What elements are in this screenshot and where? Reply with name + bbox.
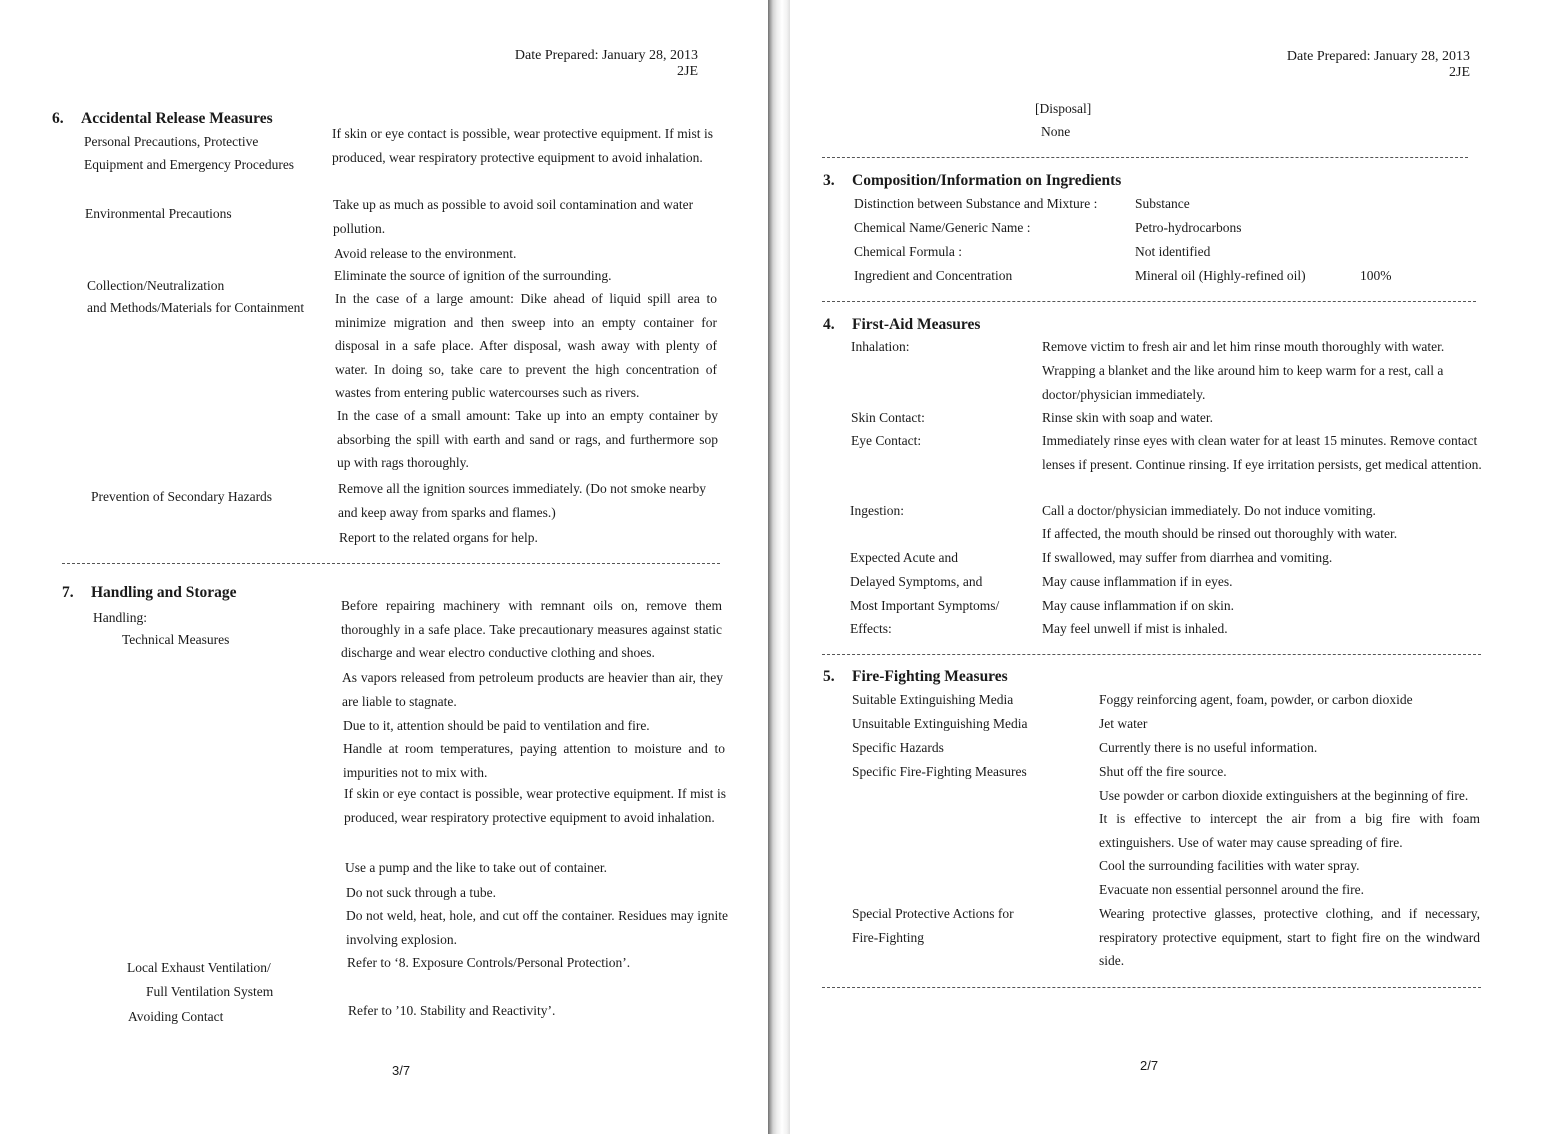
field-label: Chemical Name/Generic Name : xyxy=(854,220,1031,235)
field-text: Jet water xyxy=(1099,716,1148,731)
field-text: Wrapping a blanket and the like around him to keep warm for a rest, call a doctor/physician immediately. xyxy=(1042,363,1444,402)
concentration-value: 100% xyxy=(1360,268,1392,283)
date-prepared: Date Prepared: January 28, 2013 xyxy=(514,48,698,63)
section-title: Fire-Fighting Measures xyxy=(852,668,1008,685)
field-label: Suitable Extinguishing Media xyxy=(852,692,1014,707)
field-text: Cool the surrounding facilities with water spray. xyxy=(1099,858,1360,873)
field-text: Before repairing machinery with remnant oils on, remove them thoroughly in a safe place. Take precautionary measures against static discharge and wear electro conductive clothing and shoes. xyxy=(341,598,722,660)
section-heading xyxy=(62,584,237,602)
page-number: 2/7 xyxy=(1140,1058,1159,1073)
field-text: Currently there is no useful information. xyxy=(1099,740,1318,755)
section-title: Composition/Information on Ingredients xyxy=(852,172,1122,189)
disposal-value: None xyxy=(1041,124,1071,139)
field-text: Handle at room temperatures, paying attention to moisture and to impurities not to mix with. xyxy=(343,741,725,780)
field-text: May cause inflammation if in eyes. xyxy=(1042,574,1233,589)
field-text: Take up as much as possible to avoid soil contamination and water pollution. xyxy=(333,197,694,236)
field-label: Personal Precautions, Protective xyxy=(84,134,259,149)
page-right xyxy=(790,0,1548,1134)
field-text: Due to it, attention should be paid to ventilation and fire. xyxy=(343,718,650,733)
field-text: If skin or eye contact is possible, wear protective equipment. If mist is produced, wear respiratory protective equipment to avoid inhalation. xyxy=(332,126,713,165)
field-text: Eliminate the source of ignition of the surrounding. xyxy=(334,268,612,283)
field-label: Ingredient and Concentration xyxy=(854,268,1013,283)
document-code: 2JE xyxy=(677,64,698,79)
field-text: Shut off the fire source. xyxy=(1099,764,1227,779)
field-text: Remove victim to fresh air and let him rinse mouth thoroughly with water. xyxy=(1042,339,1445,354)
field-text: Do not weld, heat, hole, and cut off the container. Residues may ignite involving explosion. xyxy=(346,908,728,947)
section-number: 3. xyxy=(823,172,835,189)
field-label: Distinction between Substance and Mixture : xyxy=(854,196,1098,211)
field-text: Avoid release to the environment. xyxy=(334,246,517,261)
field-text: As vapors released from petroleum products are heavier than air, they are liable to stagnate. xyxy=(342,670,723,709)
section-number: 5. xyxy=(823,668,835,685)
field-label: Eye Contact: xyxy=(851,433,922,448)
field-text: Report to the related organs for help. xyxy=(339,530,538,545)
page-left xyxy=(0,0,768,1134)
section-number: 4. xyxy=(823,316,835,333)
field-text: Evacuate non essential personnel around the fire. xyxy=(1099,882,1365,897)
field-label: Chemical Formula : xyxy=(854,244,962,259)
dashed-divider xyxy=(822,987,1481,988)
book-gutter xyxy=(768,0,790,1134)
section-heading xyxy=(823,316,980,334)
field-text: May cause inflammation if on skin. xyxy=(1042,598,1234,613)
dashed-divider xyxy=(62,563,720,564)
dashed-divider xyxy=(822,157,1468,158)
field-label: Fire-Fighting xyxy=(852,930,925,945)
field-text: Use powder or carbon dioxide extinguishers at the beginning of fire. xyxy=(1099,788,1469,803)
field-value: Substance xyxy=(1135,196,1190,211)
field-label: Special Protective Actions for xyxy=(852,906,1014,921)
field-value: Petro-hydrocarbons xyxy=(1135,220,1242,235)
field-text: Remove all the ignition sources immediately. (Do not smoke nearby and keep away from sparks and flames.) xyxy=(338,481,707,520)
section-title: Accidental Release Measures xyxy=(81,110,273,127)
section-heading xyxy=(52,110,273,128)
field-label: Local Exhaust Ventilation/ xyxy=(127,960,271,975)
field-text: In the case of a large amount: Dike ahead of liquid spill area to minimize migration and then sweep into an empty container for disposal in a safe place. After disposal, wash away with plenty of water. In doing so, take care to prevent the high concentration of wastes from entering public watercourses such as rivers. xyxy=(335,291,717,400)
page-number: 3/7 xyxy=(392,1063,411,1078)
field-label: Handling: xyxy=(93,610,147,625)
field-text: Foggy reinforcing agent, foam, powder, or carbon dioxide xyxy=(1099,692,1413,707)
field-text: May feel unwell if mist is inhaled. xyxy=(1042,621,1228,636)
field-label: Prevention of Secondary Hazards xyxy=(91,489,273,504)
field-text: Refer to ’10. Stability and Reactivity’. xyxy=(348,1003,556,1018)
field-label: Unsuitable Extinguishing Media xyxy=(852,716,1028,731)
field-label: Technical Measures xyxy=(122,632,230,647)
document-code: 2JE xyxy=(1449,65,1470,80)
field-label: Avoiding Contact xyxy=(128,1009,224,1024)
field-label: Most Important Symptoms/ xyxy=(850,598,1000,613)
field-value: Mineral oil (Highly-refined oil) xyxy=(1135,268,1306,283)
page-header xyxy=(515,48,698,80)
field-label: Delayed Symptoms, and xyxy=(850,574,983,589)
field-label: Expected Acute and xyxy=(850,550,958,565)
field-text: Rinse skin with soap and water. xyxy=(1042,410,1213,425)
disposal-label: [Disposal] xyxy=(1035,101,1092,116)
section-title: Handling and Storage xyxy=(91,584,237,601)
field-text: Use a pump and the like to take out of container. xyxy=(345,860,608,875)
field-label: Environmental Precautions xyxy=(85,206,232,221)
field-label: Collection/Neutralization xyxy=(87,278,225,293)
field-label: and Methods/Materials for Containment xyxy=(87,300,305,315)
section-heading xyxy=(823,668,1008,686)
field-label: Specific Fire-Fighting Measures xyxy=(852,764,1027,779)
field-text: In the case of a small amount: Take up into an empty container by absorbing the spill with earth and sand or rags, and furthermore sop up with rags thoroughly. xyxy=(337,408,718,470)
field-text: If skin or eye contact is possible, wear protective equipment. If mist is produced, wear respiratory protective equipment to avoid inhalation. xyxy=(344,786,726,825)
section-heading xyxy=(823,172,1121,190)
field-text: Immediately rinse eyes with clean water for at least 15 minutes. Remove contact lenses if present. Continue rinsing. If eye irritation persists, get medical attention. xyxy=(1042,433,1482,472)
field-text: If swallowed, may suffer from diarrhea and vomiting. xyxy=(1042,550,1333,565)
field-label: Inhalation: xyxy=(851,339,910,354)
field-label: Full Ventilation System xyxy=(146,984,274,999)
field-text: Refer to ‘8. Exposure Controls/Personal Protection’. xyxy=(347,955,631,970)
date-prepared: Date Prepared: January 28, 2013 xyxy=(1286,49,1470,64)
field-text: Call a doctor/physician immediately. Do not induce vomiting. xyxy=(1042,503,1376,518)
field-label: Equipment and Emergency Procedures xyxy=(84,157,295,172)
field-label: Specific Hazards xyxy=(852,740,944,755)
section-title: First-Aid Measures xyxy=(852,316,981,333)
field-text: If affected, the mouth should be rinsed out thoroughly with water. xyxy=(1042,526,1398,541)
section-number: 6. xyxy=(52,110,64,127)
dashed-divider xyxy=(822,654,1481,655)
field-text: Wearing protective glasses, protective clothing, and if necessary, respiratory protective equipment, start to fight fire on the windward side. xyxy=(1099,906,1480,968)
field-value: Not identified xyxy=(1135,244,1211,259)
field-label: Ingestion: xyxy=(850,503,904,518)
dashed-divider xyxy=(822,301,1476,302)
field-label: Effects: xyxy=(850,621,892,636)
field-text: Do not suck through a tube. xyxy=(346,885,496,900)
field-label: Skin Contact: xyxy=(851,410,925,425)
field-text: It is effective to intercept the air from a big fire with foam extinguishers. Use of water may cause spreading of fire. xyxy=(1099,811,1480,850)
page-header xyxy=(1287,49,1470,81)
section-number: 7. xyxy=(62,584,74,601)
